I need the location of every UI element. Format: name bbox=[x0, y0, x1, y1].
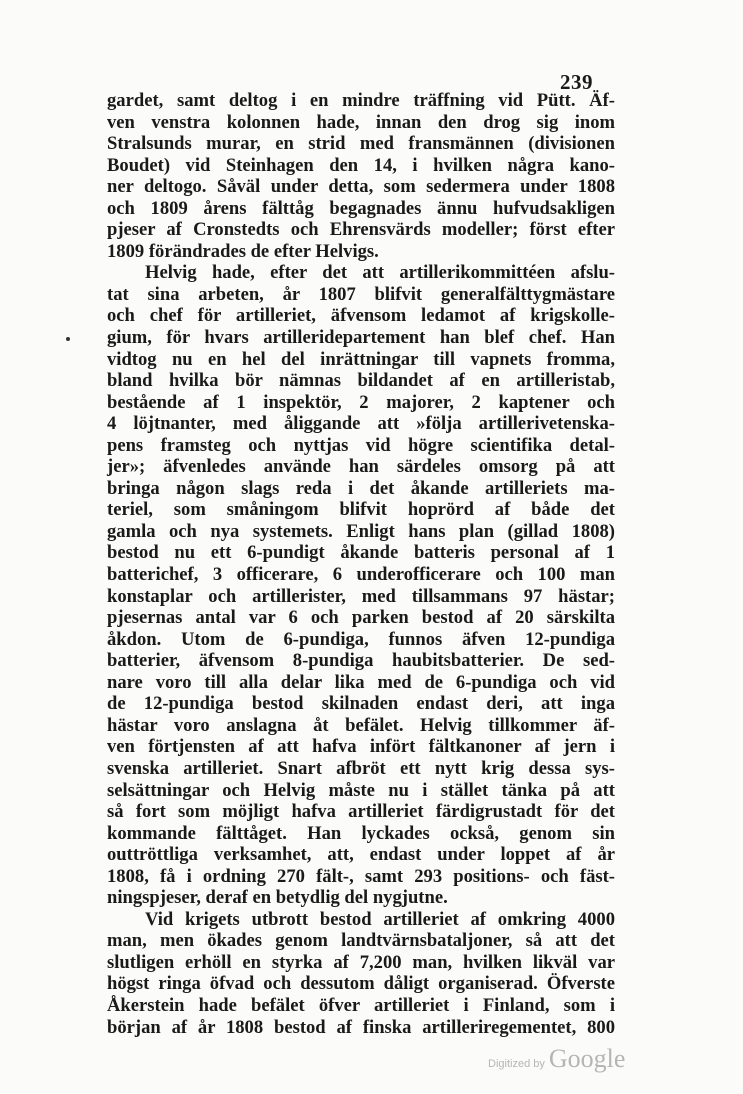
text-line: början af år 1808 bestod af finska artilleriregementet, 800 bbox=[107, 1016, 615, 1038]
text-line: outtröttliga verksamhet, att, endast under loppet af år bbox=[107, 844, 615, 866]
text-line: teriel, som småningom blifvit hoprörd af både det bbox=[107, 499, 615, 521]
page-number: 239 bbox=[560, 70, 593, 94]
text-line: batterier, äfvensom 8-pundiga haubitsbatterier. De sed- bbox=[107, 650, 615, 672]
text-line: åkdon. Utom de 6-pundiga, funnos äfven 12-pundiga bbox=[107, 628, 615, 650]
text-line: Åkerstein hade befälet öfver artilleriet i Finland, som i bbox=[107, 994, 615, 1016]
text-line: konstaplar och artillerister, med tillsammans 97 hästar; bbox=[107, 585, 615, 607]
text-line: ningspjeser, deraf en betydlig del nygjutne. bbox=[107, 887, 448, 909]
text-line: Vid krigets utbrott bestod artilleriet af omkring 4000 bbox=[145, 908, 615, 930]
text-line: 1809 förändrades de efter Helvigs. bbox=[107, 240, 379, 262]
text-line: och chef för artilleriet, äfvensom ledamot af krigskolle- bbox=[107, 305, 615, 327]
text-line: pens framsteg och nyttjas vid högre scientifika detal- bbox=[107, 434, 615, 456]
text-line: så fort som möjligt hafva artilleriet färdigrustadt för det bbox=[107, 801, 615, 823]
text-body bbox=[107, 90, 615, 1038]
text-line: högst ringa öfvad och dessutom dåligt organiserad. Öfverste bbox=[107, 973, 615, 995]
text-line: ven förtjensten af att hafva infört fältkanoner af jern i bbox=[107, 736, 615, 758]
text-line: gamla och nya systemets. Enligt hans plan (gillad 1808) bbox=[107, 520, 615, 542]
margin-dot bbox=[66, 337, 70, 341]
text-line: batterichef, 3 officerare, 6 underofficerare och 100 man bbox=[107, 564, 615, 586]
watermark-prefix: Digitized by bbox=[488, 1058, 545, 1070]
text-line: och 1809 årens fälttåg begagnades ännu hufvudsakligen bbox=[107, 197, 615, 219]
text-line: man, men ökades genom landtvärnsbataljoner, så att det bbox=[107, 930, 615, 952]
text-line: Helvig hade, efter det att artillerikommittéen afslu- bbox=[145, 262, 615, 284]
text-line: bland hvilka bör nämnas bildandet af en artilleristab, bbox=[107, 370, 615, 392]
text-line: pjesernas antal var 6 och parken bestod af 20 särskilta bbox=[107, 607, 615, 629]
text-line: de 12-pundiga bestod skilnaden endast deri, att inga bbox=[107, 693, 615, 715]
google-logo: Google bbox=[548, 1044, 626, 1073]
text-line: pjeser af Cronstedts och Ehrensvärds modeller; först efter bbox=[107, 219, 615, 241]
text-line: gardet, samt deltog i en mindre träffning vid Pütt. Äf- bbox=[107, 90, 615, 111]
text-line: slutligen erhöll en styrka af 7,200 man, hvilken likväl var bbox=[107, 951, 615, 973]
text-line: 1808, få i ordning 270 fält-, samt 293 positions- och fäst- bbox=[107, 865, 615, 887]
text-line: Stralsunds murar, en strid med fransmännen (divisionen bbox=[107, 133, 615, 155]
text-line: kommande fälttåget. Han lyckades också, genom sin bbox=[107, 822, 615, 844]
text-line: svenska artilleriet. Snart afbröt ett nytt krig dessa sys- bbox=[107, 757, 615, 779]
text-line: selsättningar och Helvig måste nu i stället tänka på att bbox=[107, 779, 615, 801]
text-line: hästar voro anslagna åt befälet. Helvig tillkommer äf- bbox=[107, 714, 615, 736]
digitized-watermark bbox=[488, 1044, 638, 1074]
text-line: ven venstra kolonnen hade, innan den drog sig inom bbox=[107, 111, 615, 133]
text-line: bestod nu ett 6-pundigt åkande batteris personal af 1 bbox=[107, 542, 615, 564]
text-line: Boudet) vid Steinhagen den 14, i hvilken några kano- bbox=[107, 154, 615, 176]
text-line: gium, för hvars artilleridepartement han blef chef. Han bbox=[107, 327, 615, 349]
text-line: ner deltogo. Såväl under detta, som sedermera under 1808 bbox=[107, 176, 615, 198]
text-line: bestående af 1 inspektör, 2 majorer, 2 kaptener och bbox=[107, 391, 615, 413]
text-line: 4 löjtnanter, med åliggande att »följa artillerivetenska- bbox=[107, 413, 615, 435]
text-line: jer»; äfvenledes använde han särdeles omsorg på att bbox=[107, 456, 615, 478]
text-line: vidtog nu en hel del inrättningar till vapnets fromma, bbox=[107, 348, 615, 370]
text-line: bringa någon slags reda i det åkande artilleriets ma- bbox=[107, 477, 615, 499]
text-line: tat sina arbeten, år 1807 blifvit generalfälttygmästare bbox=[107, 283, 615, 305]
text-line: nare voro till alla delar lika med de 6-pundiga och vid bbox=[107, 671, 615, 693]
